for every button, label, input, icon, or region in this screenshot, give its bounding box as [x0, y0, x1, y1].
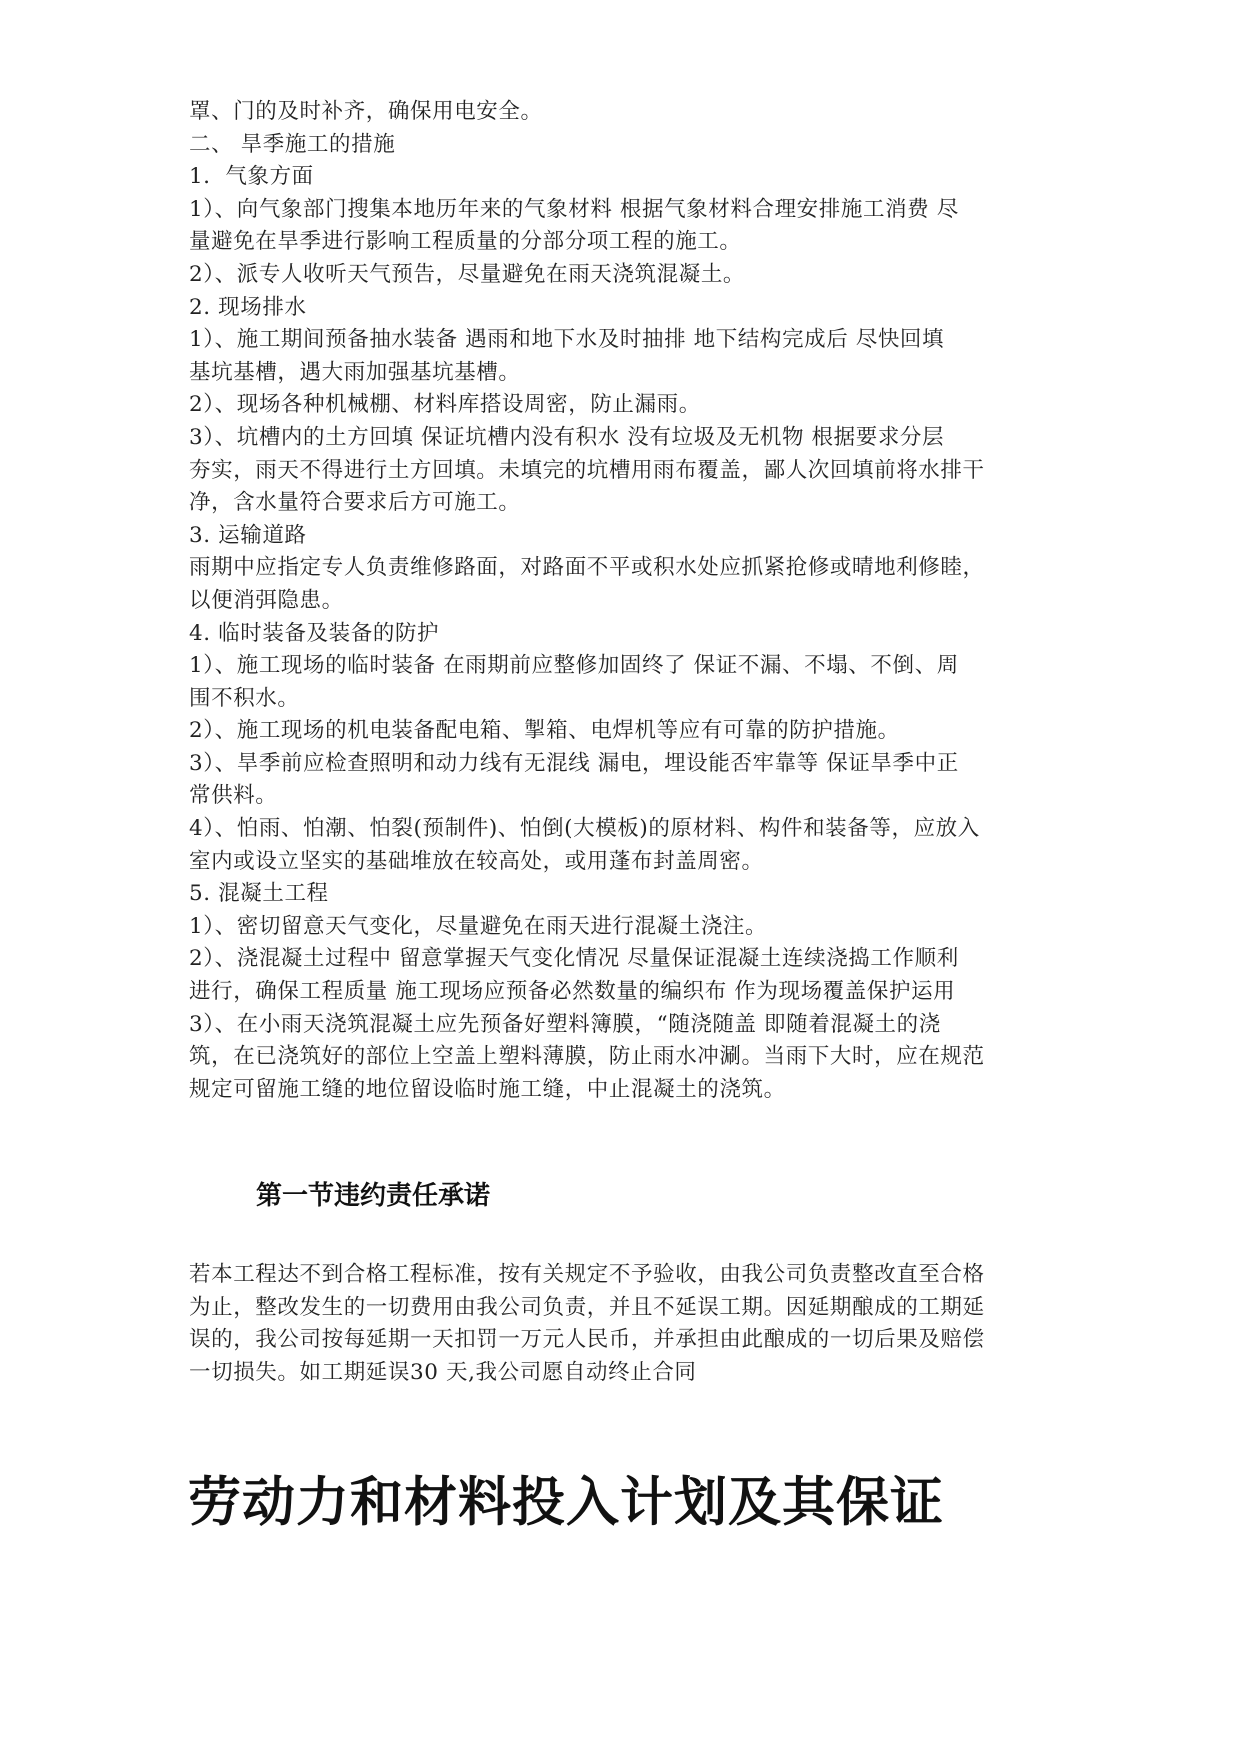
text-line: 4. 临时装备及装备的防护: [189, 620, 440, 646]
chapter-title: 劳动力和材料投入计划及其保证: [188, 1472, 944, 1533]
text-line: 2. 现场排水: [189, 294, 307, 320]
text-line: 量避免在旱季进行影响工程质量的分部分项工程的施工。: [189, 229, 742, 255]
text-line: 室内或设立坚实的基础堆放在较高处，或用蓬布封盖周密。: [189, 848, 764, 874]
text-line: 2）、浇混凝土过程中 留意掌握天气变化情况 尽量保证混凝土连续浇捣工作顺利: [189, 946, 959, 972]
text-line: 1）、向气象部门搜集本地历年来的气象材料 根据气象材料合理安排施工消费 尽: [189, 196, 959, 222]
text-line: 5. 混凝土工程: [189, 881, 329, 907]
text-line: 围不积水。: [189, 685, 300, 711]
text-line: 误的，我公司按每延期一天扣罚一万元人民币，并承担由此酿成的一切后果及赔偿: [189, 1327, 985, 1353]
text-line: 2）、现场各种机械棚、材料库搭设周密，防止漏雨。: [189, 392, 701, 418]
text-line: 1．气象方面: [189, 164, 314, 190]
text-line: 1）、密切留意天气变化，尽量避免在雨天进行混凝土浇注。: [189, 913, 768, 939]
text-line: 筑，在已浇筑好的部位上空盖上塑料薄膜，防止雨水冲涮。当雨下大时，应在规范: [189, 1044, 985, 1070]
commitment-paragraph: [189, 1259, 1069, 1389]
text-line: 3）、在小雨天浇筑混凝土应先预备好塑料簿膜，“随浇随盖 即随着混凝土的浇: [189, 1011, 941, 1037]
text-line: 夯实，雨天不得进行土方回填。未填完的坑槽用雨布覆盖，鄙人次回填前将水排干: [189, 457, 985, 483]
text-line: 2）、派专人收听天气预告，尽量避免在雨天浇筑混凝土。: [189, 261, 746, 287]
text-line: 以便消弭隐患。: [189, 587, 344, 613]
text-line: 3）、坑槽内的土方回填 保证坑槽内没有积水 没有垃圾及无机物 根据要求分层: [189, 424, 945, 450]
text-line: 4）、怕雨、怕潮、怕裂(预制件)、怕倒(大模板)的原材料、构件和装备等，应放入: [189, 816, 980, 842]
body-text: [189, 96, 1069, 1106]
text-line: 常供料。: [189, 783, 278, 809]
text-line: 3）、旱季前应检查照明和动力线有无混线 漏电，埋设能否牢靠等 保证旱季中正: [189, 750, 959, 776]
text-line: 净，含水量符合要求后方可施工。: [189, 490, 521, 516]
text-line: 雨期中应指定专人负责维修路面，对路面不平或积水处应抓紧抢修或晴地利修睦，: [189, 555, 985, 581]
text-line: 2）、施工现场的机电装备配电箱、掣箱、电焊机等应有可靠的防护措施。: [189, 718, 900, 744]
text-line: 3. 运输道路: [189, 522, 307, 548]
text-line: 进行，确保工程质量 施工现场应预备必然数量的编织布 作为现场覆盖保护运用: [189, 979, 956, 1005]
text-line: 基坑基槽，遇大雨加强基坑基槽。: [189, 359, 521, 385]
section-heading: 第一节违约责任承诺: [256, 1181, 491, 1211]
text-line: 1）、施工现场的临时装备 在雨期前应整修加固终了 保证不漏、不塌、不倒、周: [189, 653, 959, 679]
text-line: 1）、施工期间预备抽水装备 遇雨和地下水及时抽排 地下结构完成后 尽快回填: [189, 327, 945, 353]
text-line: 为止，整改发生的一切费用由我公司负责，并且不延误工期。因延期酿成的工期延: [189, 1294, 985, 1320]
text-line: 一切损失。如工期延误30 天,我公司愿自动终止合同: [189, 1359, 697, 1385]
text-line: 若本工程达不到合格工程标准，按有关规定不予验收，由我公司负责整改直至合格: [189, 1262, 985, 1287]
text-line: 罩、门的及时补齐，确保用电安全。: [189, 99, 543, 124]
text-line: 二、 旱季施工的措施: [189, 131, 396, 157]
text-line: 规定可留施工缝的地位留设临时施工缝，中止混凝土的浇筑。: [189, 1076, 786, 1102]
